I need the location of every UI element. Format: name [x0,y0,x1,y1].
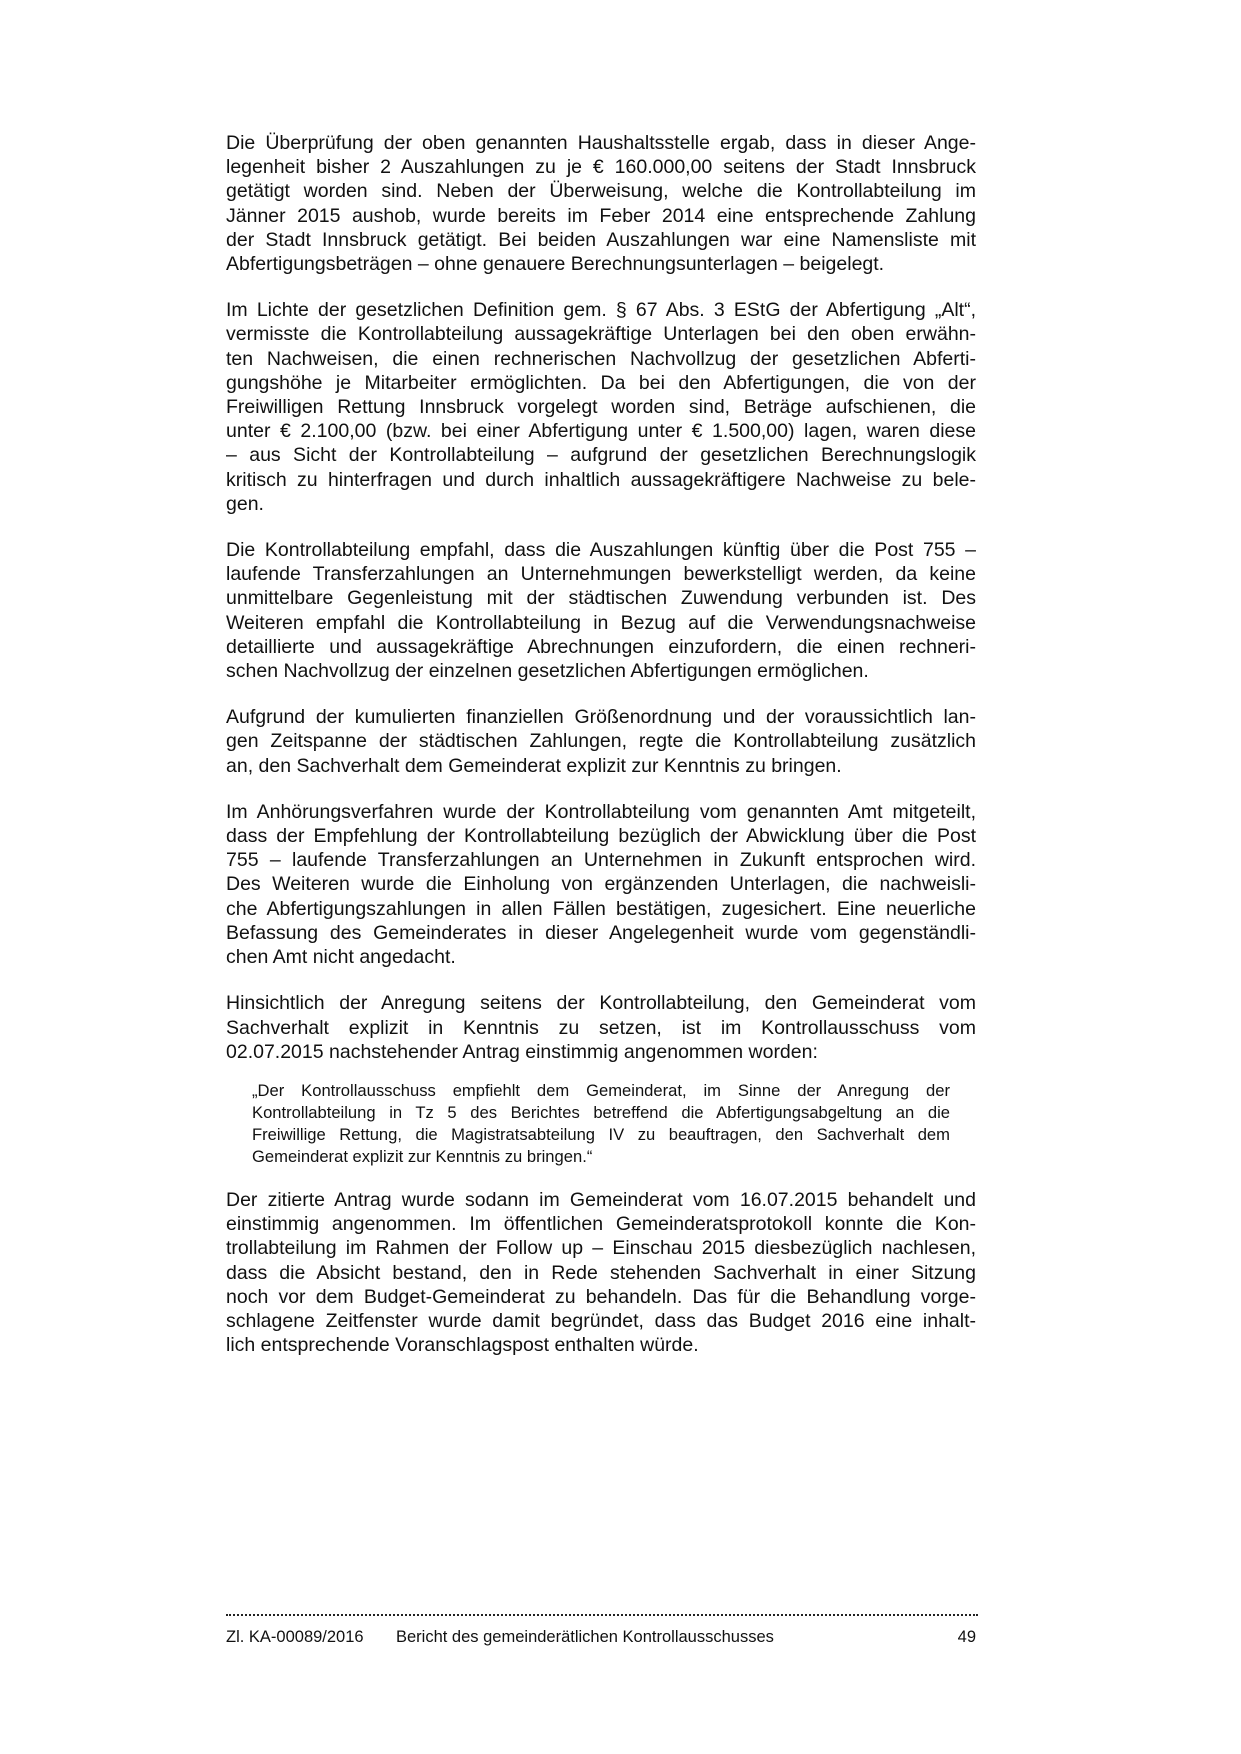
paragraph [226,991,976,1064]
text-line: gen Zeitspanne der städtischen Zahlungen, regte die Kontrollabteilung zusätzlich [226,730,976,753]
page-footer [226,1628,976,1647]
page-number: 49 [957,1628,976,1646]
text-line: che Abfertigungszahlungen in allen Fällen bestätigen, zugesichert. Eine neuerliche [226,897,976,920]
text-line: Des Weiteren wurde die Einholung von ergänzenden Unterlagen, die nachweisli- [226,873,976,896]
text-line: Gemeinderat explizit zur Kenntnis zu bringen.“ [252,1146,593,1166]
text-line: unmittelbare Gegenleistung mit der städtischen Zuwendung verbunden ist. Des [226,587,976,610]
text-line: getätigt worden sind. Neben der Überweisung, welche die Kontrollabteilung im [226,180,976,203]
text-line: Weiteren empfahl die Kontrollabteilung in Bezug auf die Verwendungsnachweise [226,611,976,634]
text-line: Sachverhalt explizit in Kenntnis zu setzen, ist im Kontrollausschuss vom [226,1016,976,1039]
text-line: „Der Kontrollausschuss empfiehlt dem Gemeinderat, im Sinne der Anregung der [252,1080,950,1100]
paragraph [226,705,976,778]
footer-divider [226,1614,978,1616]
text-line: Der zitierte Antrag wurde sodann im Gemeinderat vom 16.07.2015 behandelt und [226,1188,976,1211]
report-title: Bericht des gemeinderätlichen Kontrollausschusses [396,1628,774,1646]
text-line: Kontrollabteilung in Tz 5 des Berichtes betreffend die Abfertigungsabgeltung an die [252,1102,950,1122]
text-line: noch vor dem Budget-Gemeinderat zu behandeln. Das für die Behandlung vorge- [226,1285,976,1308]
text-line: Im Lichte der gesetzlichen Definition gem. § 67 Abs. 3 EStG der Abfertigung „Alt“, [226,299,976,322]
paragraph [226,131,976,276]
text-line: – aus Sicht der Kontrollabteilung – aufgrund der gesetzlichen Berechnungslogik [226,444,976,467]
paragraph [226,800,976,969]
text-line: Freiwilligen Rettung Innsbruck vorgelegt worden sind, Beträge aufschienen, die [226,396,976,419]
text-line: schlagene Zeitfenster wurde damit begründet, dass das Budget 2016 eine inhalt- [226,1309,976,1332]
text-line: unter € 2.100,00 (bzw. bei einer Abfertigung unter € 1.500,00) lagen, waren diese [226,420,976,443]
text-line: an, den Sachverhalt dem Gemeinderat explizit zur Kenntnis zu bringen. [226,754,842,777]
text-line: gen. [226,492,264,515]
paragraph [226,1188,976,1357]
text-line: vermisste die Kontrollabteilung aussagekräftige Unterlagen bei den oben erwähn- [226,323,976,346]
text-line: Hinsichtlich der Anregung seitens der Kontrollabteilung, den Gemeinderat vom [226,992,976,1015]
text-line: Die Kontrollabteilung empfahl, dass die Auszahlungen künftig über die Post 755 – [226,539,976,562]
text-line: 755 – laufende Transferzahlungen an Unternehmen in Zukunft entsprochen wird. [226,849,976,872]
text-line: gungshöhe je Mitarbeiter ermöglichten. Da bei den Abfertigungen, die von der [226,371,976,394]
paragraph [226,298,976,516]
text-line: kritisch zu hinterfragen und durch inhaltlich aussagekräftigere Nachweise zu bele- [226,468,976,491]
text-line: laufende Transferzahlungen an Unternehmungen bewerkstelligt werden, da keine [226,563,976,586]
text-line: Befassung des Gemeinderates in dieser Angelegenheit wurde vom gegenständli- [226,921,976,944]
text-line: detaillierte und aussagekräftige Abrechnungen einzufordern, die einen rechneri- [226,635,976,658]
text-line: legenheit bisher 2 Auszahlungen zu je € 160.000,00 seitens der Stadt Innsbruck [226,156,976,179]
text-line: Im Anhörungsverfahren wurde der Kontrollabteilung vom genannten Amt mitgeteilt, [226,800,976,823]
quoted-motion [252,1080,950,1168]
document-id: Zl. KA-00089/2016 [226,1628,364,1646]
text-line: 02.07.2015 nachstehender Antrag einstimmig angenommen worden: [226,1040,818,1063]
document-body [226,131,976,1379]
text-line: dass die Absicht bestand, den in Rede stehenden Sachverhalt in einer Sitzung [226,1261,976,1284]
text-line: Die Überprüfung der oben genannten Haushaltsstelle ergab, dass in dieser Ange- [226,132,976,154]
text-line: der Stadt Innsbruck getätigt. Bei beiden Auszahlungen war eine Namensliste mit [226,228,976,251]
text-line: schen Nachvollzug der einzelnen gesetzlichen Abfertigungen ermöglichen. [226,660,869,683]
paragraph [226,538,976,683]
text-line: einstimmig angenommen. Im öffentlichen Gemeinderatsprotokoll konnte die Kon- [226,1213,976,1236]
text-line: lich entsprechende Voranschlagspost enthalten würde. [226,1334,699,1357]
text-line: dass der Empfehlung der Kontrollabteilung bezüglich der Abwicklung über die Post [226,825,976,848]
text-line: Aufgrund der kumulierten finanziellen Größenordnung und der voraussichtlich lan- [226,706,976,729]
text-line: ten Nachweisen, die einen rechnerischen Nachvollzug der gesetzlichen Abferti- [226,347,976,370]
text-line: chen Amt nicht angedacht. [226,946,456,969]
text-line: trollabteilung im Rahmen der Follow up – Einschau 2015 diesbezüglich nachlesen, [226,1237,976,1260]
text-line: Freiwillige Rettung, die Magistratsabteilung IV zu beauftragen, den Sachverhalt dem [252,1124,950,1144]
text-line: Abfertigungsbeträgen – ohne genauere Berechnungsunterlagen – beigelegt. [226,253,885,276]
text-line: Jänner 2015 aushob, wurde bereits im Feber 2014 eine entsprechende Zahlung [226,204,976,227]
